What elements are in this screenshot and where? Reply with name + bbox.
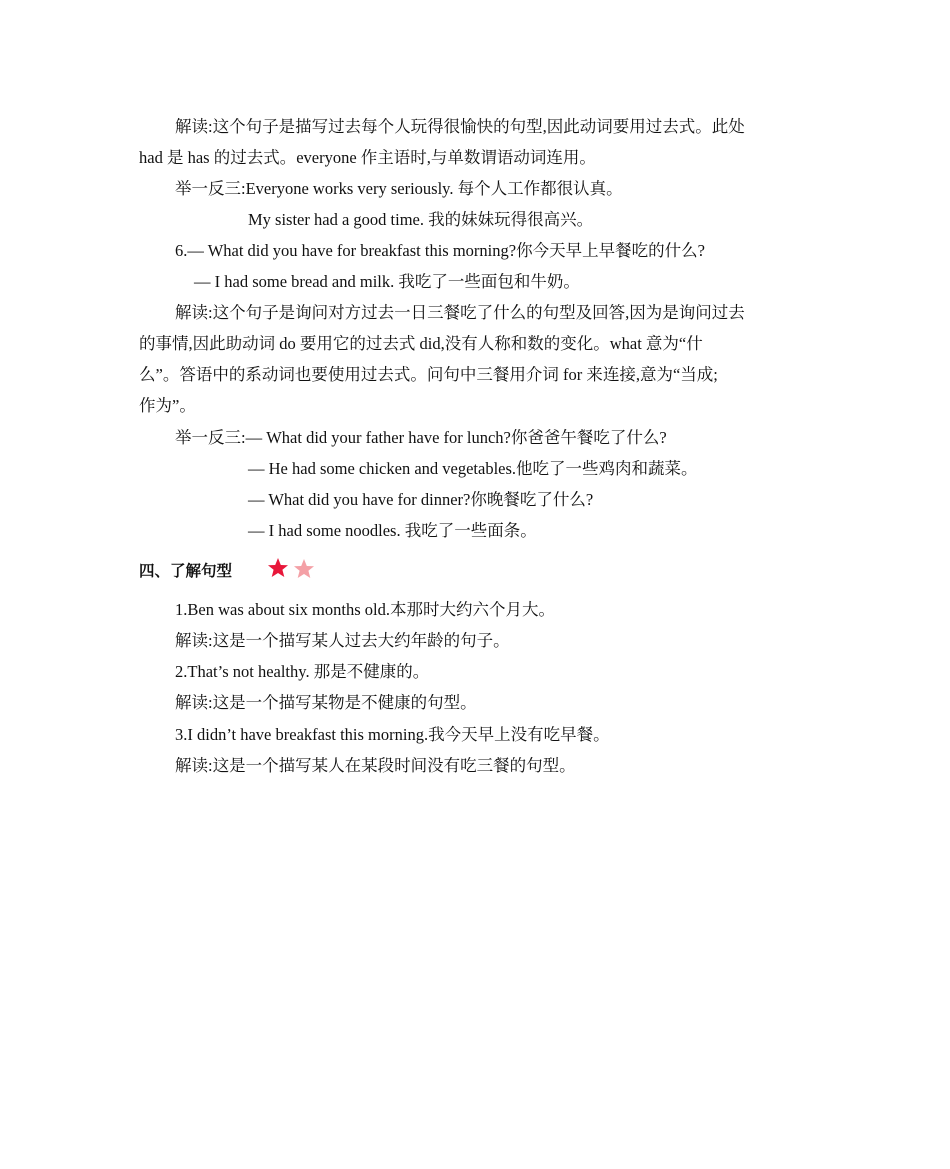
dialogue-question: 6.— What did you have for breakfast this morning?你今天早上早餐吃的什么? xyxy=(175,241,705,260)
example2-line-4: — I had some noodles. 我吃了一些面条。 xyxy=(248,521,537,540)
explanation-line-1: 解读:这个句子是描写过去每个人玩得很愉快的句型,因此动词要用过去式。此处 xyxy=(175,117,745,136)
difficulty-stars xyxy=(266,556,320,582)
example2-line-1: 举一反三:— What did your father have for lunch?你爸爸午餐吃了什么? xyxy=(175,428,667,447)
example-line-2: My sister had a good time. 我的妹妹玩得很高兴。 xyxy=(248,210,594,229)
example-line-1: 举一反三:Everyone works very seriously. 每个人工作都很认真。 xyxy=(175,179,623,198)
explanation2-line-1: 解读:这个句子是询问对方过去一日三餐吃了什么的句型及回答,因为是询问过去 xyxy=(175,303,745,322)
example2-line-2: — He had some chicken and vegetables.他吃了一些鸡肉和蔬菜。 xyxy=(248,459,698,478)
star-icon xyxy=(268,558,288,577)
section-heading: 四、了解句型 xyxy=(139,562,233,580)
sentence-2: 2.That’s not healthy. 那是不健康的。 xyxy=(175,662,430,681)
explanation2-line-4: 作为”。 xyxy=(139,396,196,415)
explanation2-line-2: 的事情,因此助动词 do 要用它的过去式 did,没有人称和数的变化。what 意为“什 xyxy=(139,334,703,353)
example2-line-3: — What did you have for dinner?你晚餐吃了什么? xyxy=(248,490,594,509)
sentence-1: 1.Ben was about six months old.本那时大约六个月大。 xyxy=(175,600,555,619)
sentence-3-explanation: 解读:这是一个描写某人在某段时间没有吃三餐的句型。 xyxy=(175,756,576,775)
sentence-3: 3.I didn’t have breakfast this morning.我今天早上没有吃早餐。 xyxy=(175,725,610,744)
star-outline-icon xyxy=(294,559,314,578)
sentence-2-explanation: 解读:这是一个描写某物是不健康的句型。 xyxy=(175,693,477,712)
sentence-1-explanation: 解读:这是一个描写某人过去大约年龄的句子。 xyxy=(175,631,510,650)
dialogue-answer: — I had some bread and milk. 我吃了一些面包和牛奶。 xyxy=(194,272,580,291)
explanation-line-2: had 是 has 的过去式。everyone 作主语时,与单数谓语动词连用。 xyxy=(139,148,596,167)
explanation2-line-3: 么”。答语中的系动词也要使用过去式。问句中三餐用介词 for 来连接,意为“当成; xyxy=(139,365,718,384)
